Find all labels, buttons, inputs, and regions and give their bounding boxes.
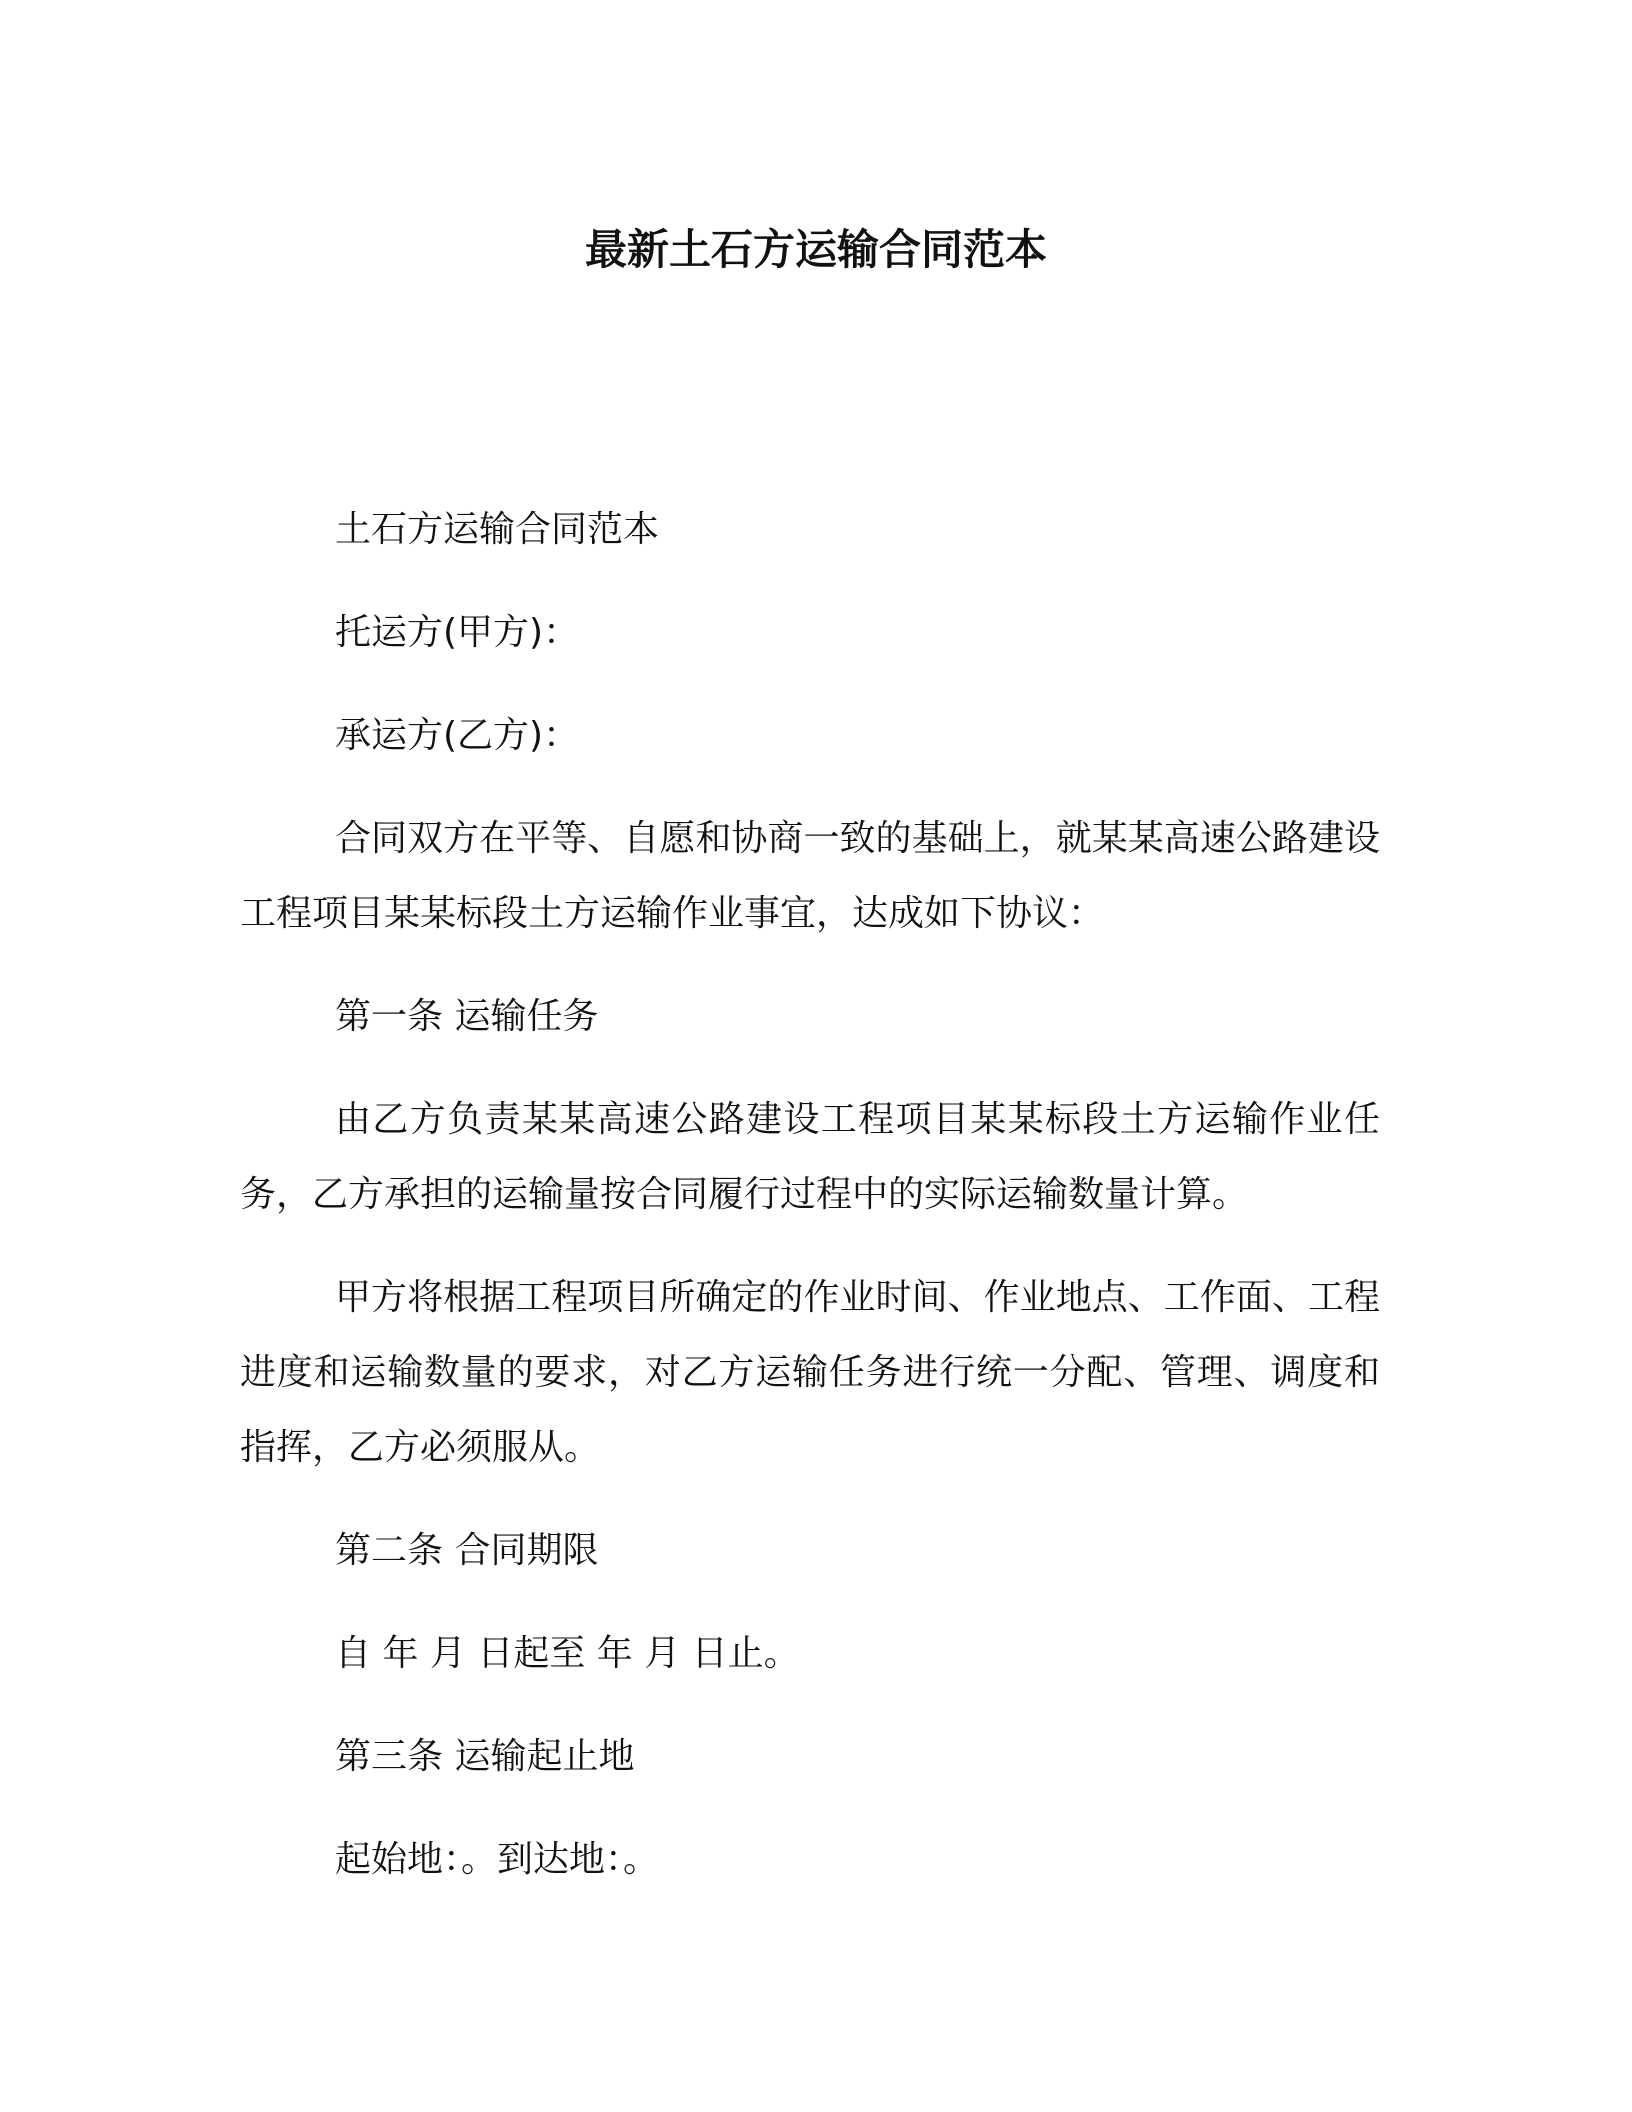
article-1-paragraph-2: 甲方将根据工程项目所确定的作业时间、作业地点、工作面、工程进度和运输数量的要求，对乙方运输任务进行统一分配、管理、调度和指挥，乙方必须服从。 <box>240 1277 1380 1468</box>
preamble-paragraph: 合同双方在平等、自愿和协商一致的基础上，就某某高速公路建设工程项目某某标段土方运输作业事宜，达成如下协议： <box>240 818 1380 934</box>
article-1-paragraph-1: 由乙方负责某某高速公路建设工程项目某某标段土方运输作业任务，乙方承担的运输量按合同履行过程中的实际运输数量计算。 <box>240 1099 1380 1215</box>
article-3-heading: 第三条 运输起止地 <box>335 1736 635 1777</box>
article-3-paragraph-1: 起始地：。到达地：。 <box>335 1839 660 1880</box>
party-a-line: 托运方(甲方)： <box>335 612 580 653</box>
contract-subtitle: 土石方运输合同范本 <box>335 509 660 550</box>
article-1-heading: 第一条 运输任务 <box>335 996 599 1037</box>
article-2-paragraph-1: 自 年 月 日起至 年 月 日止。 <box>335 1633 800 1674</box>
document-title: 最新土石方运输合同范本 <box>584 225 1047 274</box>
party-b-line: 承运方(乙方)： <box>335 715 580 756</box>
article-2-heading: 第二条 合同期限 <box>335 1530 599 1571</box>
document-body <box>240 492 1380 1897</box>
